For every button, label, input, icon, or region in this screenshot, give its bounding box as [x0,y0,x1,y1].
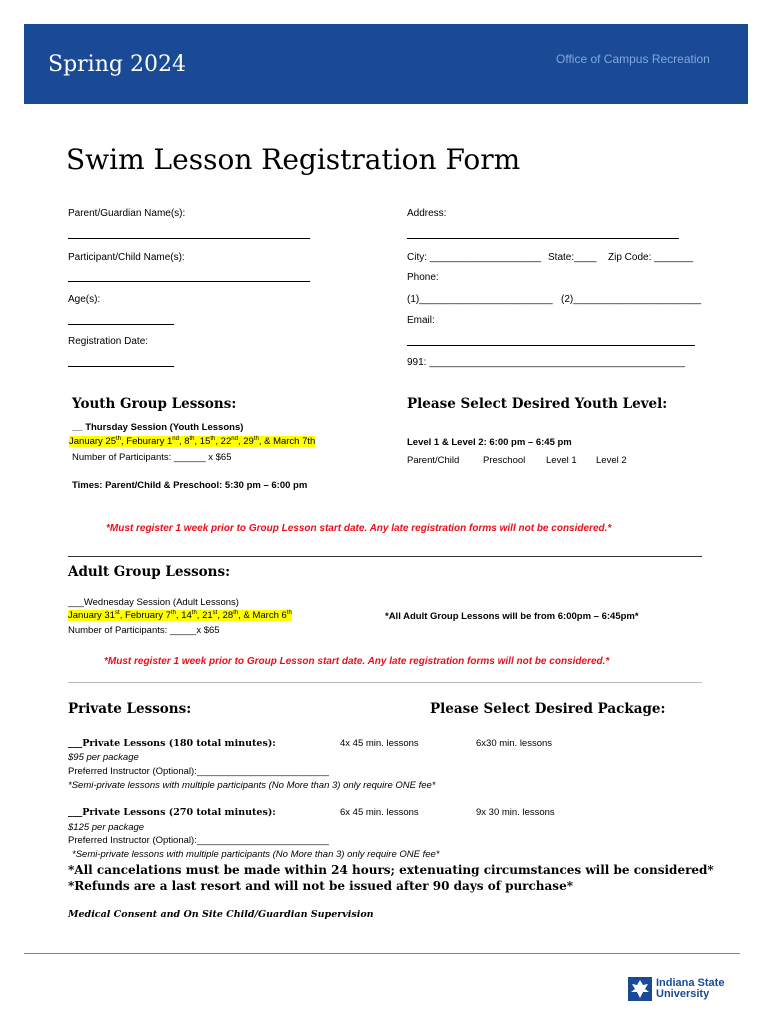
private-270-title: ___Private Lessons (270 total minutes): [68,807,276,818]
semi-private-note: *Semi-private lessons with multiple participants (No More than 3) only require ONE fee* [68,780,436,791]
reg-date-line[interactable] [68,366,174,367]
university-name-line2: University [656,988,710,1000]
n991-field[interactable]: 991: ______________________________________________ [407,357,686,368]
participant-label: Participant/Child Name(s): [68,252,185,263]
participant-line[interactable] [68,281,310,282]
semi-private-note: *Semi-private lessons with multiple participants (No More than 3) only require ONE fee* [72,849,440,860]
office-label: Office of Campus Recreation [556,52,710,66]
university-logo-mark [628,977,652,1001]
parent-label: Parent/Guardian Name(s): [68,208,186,219]
level-option-preschool[interactable]: Preschool [483,455,526,466]
divider [68,556,702,557]
adult-participants: Number of Participants: _____x $65 [68,625,220,636]
package-270-option1[interactable]: 6x 45 min. lessons [340,807,419,818]
level-option-level1[interactable]: Level 1 [546,455,577,466]
age-label: Age(s): [68,294,101,305]
phone-label: Phone: [407,272,439,283]
adult-session: ___Wednesday Session (Adult Lessons) [68,597,239,608]
state-field[interactable]: State:____ [548,252,597,263]
cancel-policy: *All cancelations must be made within 24 hours; extenuating circumstances will be considered* [68,863,714,877]
form-title: Swim Lesson Registration Form [66,143,521,176]
adult-dates: January 31st, February 7th, 14th, 21st, 28th, & March 6th [68,610,292,622]
adult-heading: Adult Group Lessons: [68,564,231,580]
university-name [656,978,724,1000]
youth-participants: Number of Participants: ______ x $65 [72,452,232,463]
youth-heading: Youth Group Lessons: [72,396,237,412]
age-line[interactable] [68,324,174,325]
refund-policy: *Refunds are a last resort and will not be issued after 90 days of purchase* [68,879,573,893]
medical-consent: Medical Consent and On Site Child/Guardian Supervision [68,909,374,920]
private-heading: Private Lessons: [68,701,192,717]
package-180-option2[interactable]: 6x30 min. lessons [476,738,553,749]
address-label: Address: [407,208,447,219]
instructor-field-270[interactable]: Preferred Instructor (Optional):_________________________ [68,835,329,846]
zip-field[interactable]: Zip Code: _______ [608,252,694,263]
private-180-price: $95 per package [68,752,139,763]
late-notice-youth: *Must register 1 week prior to Group Lesson start date. Any late registration forms will not be considered.* [106,523,612,534]
city-field[interactable]: City: ____________________ [407,252,542,263]
level-option-level2[interactable]: Level 2 [596,455,627,466]
youth-times: Times: Parent/Child & Preschool: 5:30 pm – 6:00 pm [72,480,308,491]
late-notice-adult: *Must register 1 week prior to Group Lesson start date. Any late registration forms will not be considered.* [104,656,610,667]
private-270-price: $125 per package [68,822,145,833]
package-180-option1[interactable]: 4x 45 min. lessons [340,738,419,749]
youth-dates: January 25th, Feburary 1nd, 8th, 15th, 22nd, 29th, & March 7th [69,436,316,448]
email-label: Email: [407,315,435,326]
private-180-title: ___Private Lessons (180 total minutes): [68,738,276,749]
youth-level-heading: Please Select Desired Youth Level: [407,396,668,412]
adult-time-note: *All Adult Group Lessons will be from 6:00pm – 6:45pm* [385,611,639,622]
season-label: Spring 2024 [48,52,186,77]
package-270-option2[interactable]: 9x 30 min. lessons [476,807,555,818]
youth-level-time: Level 1 & Level 2: 6:00 pm – 6:45 pm [407,437,572,448]
divider [68,682,702,683]
package-heading: Please Select Desired Package: [430,701,666,717]
parent-line[interactable] [68,238,310,239]
instructor-field-180[interactable]: Preferred Instructor (Optional):_________________________ [68,766,329,777]
reg-date-label: Registration Date: [68,336,149,347]
address-line[interactable] [407,238,679,239]
phone-fields[interactable]: (1)________________________ (2)_______________________ [407,294,702,305]
footer-rule [24,953,740,954]
email-line[interactable] [407,345,695,346]
level-option-parent-child[interactable]: Parent/Child [407,455,460,466]
youth-session: __ Thursday Session (Youth Lessons) [72,422,244,433]
university-name-line1: Indiana State [656,977,725,989]
sycamore-leaf-icon [628,977,652,1001]
